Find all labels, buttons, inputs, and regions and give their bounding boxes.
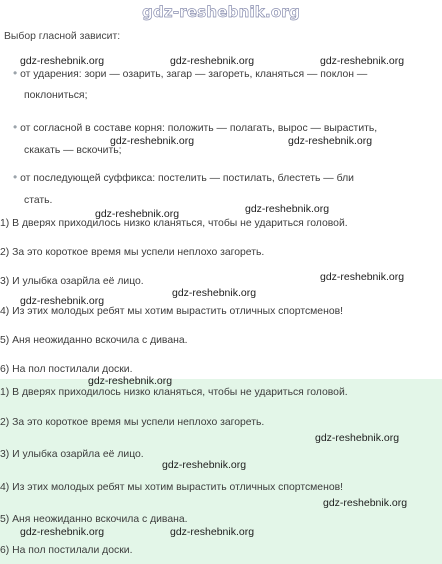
bullet-1-line-1: от ударения: зори — озарить, загар — загореть, кланяться — поклон — [20,69,368,80]
answer-plain-3: 3) И улыбка озарйла её лицо. [0,276,144,287]
bullet-3-line-2: стать. [24,195,53,206]
watermark: gdz-reshebnik.org [20,526,105,538]
bullet-marker: • [13,66,18,80]
watermark: gdz-reshebnik.org [323,497,408,509]
watermark: gdz-reshebnik.org [170,55,255,67]
watermark: gdz-reshebnik.org [320,271,405,283]
answer-plain-4: 4) Из этих молодых ребят мы хотим вырастить отличных спортсменов! [0,306,344,317]
watermark: gdz-reshebnik.org [110,135,195,147]
answer-plain-5: 5) Аня неожиданно вскочила с дивана. [0,335,188,346]
watermark: gdz-reshebnik.org [162,459,247,471]
watermark: gdz-reshebnik.org [88,375,173,387]
bullet-3-line-1: от последующей суффикса: постелить — постилать, блестеть — бли [20,173,354,184]
watermark: gdz-reshebnik.org [170,526,255,538]
watermark: gdz-reshebnik.org [288,135,373,147]
answer-plain-2: 2) За это короткое время мы успели неплохо загореть. [0,247,265,258]
watermark: gdz-reshebnik.org [320,55,405,67]
bullet-1-line-2: поклониться; [24,90,88,101]
answer-green-4: 4) Из этих молодых ребят мы хотим вырастить отличных спортсменов! [0,482,344,493]
answer-green-3: 3) И улыбка озарйла её лицо. [0,449,144,460]
watermark: gdz-reshebnik.org [245,203,330,215]
answer-green-1: 1) В дверях приходилось низко кланяться, чтобы не удариться головой. [0,387,348,398]
bullet-marker: • [13,120,18,134]
bullet-2 [13,120,377,134]
answer-green-6: 6) На пол постилали доски. [0,545,133,556]
bullet-2-line-2: скакать — вскочить; [24,145,122,156]
site-title: gdz-reshebnik.org [142,3,300,21]
watermark: gdz-reshebnik.org [315,432,400,444]
intro-text: Выбор гласной зависит: [4,31,121,42]
bullet-3 [13,170,354,184]
bullet-marker: • [13,170,18,184]
bullet-1 [13,66,367,80]
watermark: gdz-reshebnik.org [95,208,180,220]
answer-green-5: 5) Аня неожиданно вскочила с дивана. [0,514,188,525]
answer-green-2: 2) За это короткое время мы успели неплохо загореть. [0,417,265,428]
answer-plain-6: 6) На пол постилали доски. [0,364,133,375]
watermark: gdz-reshebnik.org [172,287,257,299]
watermark: gdz-reshebnik.org [20,55,105,67]
watermark: gdz-reshebnik.org [20,295,105,307]
answer-plain-1: 1) В дверях приходилось низко кланяться, чтобы не удариться головой. [0,218,348,229]
site-header [0,0,442,24]
bullet-2-line-1: от согласной в составе корня: положить — полагать, вырос — вырастить, [20,123,378,134]
